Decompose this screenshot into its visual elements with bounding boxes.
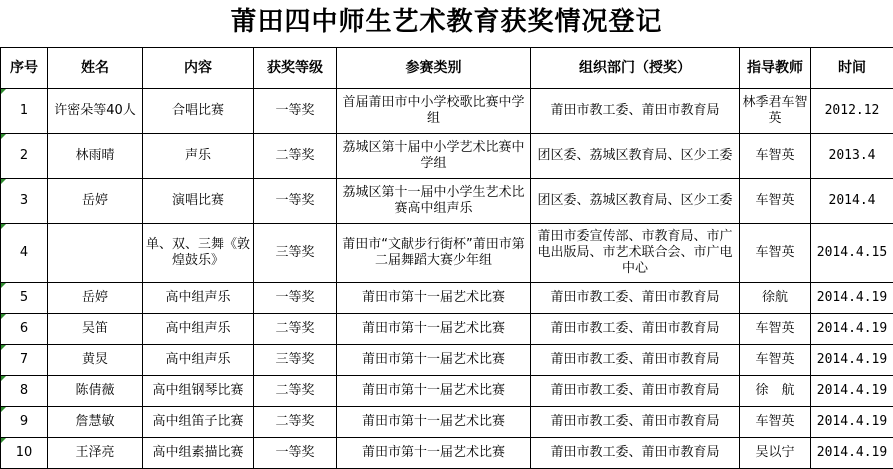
cell-no[interactable]: 5: [1, 283, 48, 314]
cell-teacher[interactable]: 车智英: [740, 314, 811, 345]
table-row: [1, 407, 893, 438]
cell-name[interactable]: 詹慧敏: [48, 407, 143, 438]
cell-category[interactable]: 莆田市第十一届艺术比赛: [337, 376, 531, 407]
cell-content[interactable]: 高中组声乐: [143, 314, 254, 345]
cell-content[interactable]: 高中组素描比赛: [143, 438, 254, 469]
table-row: [1, 224, 893, 283]
cell-org[interactable]: 团区委、荔城区教育局、区少工委: [531, 179, 740, 224]
cell-no[interactable]: 6: [1, 314, 48, 345]
cell-teacher[interactable]: 车智英: [740, 407, 811, 438]
cell-name[interactable]: 岳婷: [48, 179, 143, 224]
cell-teacher[interactable]: 车智英: [740, 345, 811, 376]
header-row: [1, 48, 893, 89]
table-row: [1, 283, 893, 314]
table-row: [1, 314, 893, 345]
cell-org[interactable]: 莆田市教工委、莆田市教育局: [531, 407, 740, 438]
cell-award[interactable]: 一等奖: [254, 283, 337, 314]
cell-time[interactable]: 2014.4.15: [811, 224, 893, 283]
cell-org[interactable]: 莆田市教工委、莆田市教育局: [531, 283, 740, 314]
cell-award[interactable]: 二等奖: [254, 376, 337, 407]
cell-org[interactable]: 莆田市委宣传部、市教育局、市广电出版局、市艺术联合会、市广电中心: [531, 224, 740, 283]
cell-award[interactable]: 一等奖: [254, 179, 337, 224]
cell-category[interactable]: 荔城区第十届中小学艺术比赛中学组: [337, 134, 531, 179]
cell-no[interactable]: 10: [1, 438, 48, 469]
cell-time[interactable]: 2012.12: [811, 89, 893, 134]
cell-no[interactable]: 2: [1, 134, 48, 179]
cell-content[interactable]: 高中组钢琴比赛: [143, 376, 254, 407]
cell-award[interactable]: 二等奖: [254, 407, 337, 438]
cell-category[interactable]: 莆田市第十一届艺术比赛: [337, 283, 531, 314]
cell-no[interactable]: 9: [1, 407, 48, 438]
cell-category[interactable]: 莆田市第十一届艺术比赛: [337, 314, 531, 345]
cell-no[interactable]: 1: [1, 89, 48, 134]
cell-org[interactable]: 团区委、荔城区教育局、区少工委: [531, 134, 740, 179]
cell-content[interactable]: 合唱比赛: [143, 89, 254, 134]
cell-no[interactable]: 7: [1, 345, 48, 376]
cell-teacher[interactable]: 吴以宁: [740, 438, 811, 469]
cell-category[interactable]: 荔城区第十一届中小学生艺术比赛高中组声乐: [337, 179, 531, 224]
cell-org[interactable]: 莆田市教工委、莆田市教育局: [531, 89, 740, 134]
header-category[interactable]: 参赛类别: [337, 48, 531, 89]
cell-time[interactable]: 2014.4.19: [811, 345, 893, 376]
cell-teacher[interactable]: 车智英: [740, 179, 811, 224]
cell-name[interactable]: 许密朵等40人: [48, 89, 143, 134]
cell-teacher[interactable]: 车智英: [740, 224, 811, 283]
cell-content[interactable]: 高中组声乐: [143, 283, 254, 314]
cell-time[interactable]: 2014.4.19: [811, 407, 893, 438]
cell-time[interactable]: 2014.4: [811, 179, 893, 224]
cell-award[interactable]: 二等奖: [254, 314, 337, 345]
cell-category[interactable]: 莆田市第十一届艺术比赛: [337, 407, 531, 438]
cell-time[interactable]: 2013.4: [811, 134, 893, 179]
cell-award[interactable]: 二等奖: [254, 134, 337, 179]
cell-teacher[interactable]: 林季君车智英: [740, 89, 811, 134]
cell-no[interactable]: 4: [1, 224, 48, 283]
cell-time[interactable]: 2014.4.19: [811, 283, 893, 314]
page-title: 莆田四中师生艺术教育获奖情况登记: [0, 0, 893, 44]
cell-teacher[interactable]: 徐 航: [740, 376, 811, 407]
cell-award[interactable]: 三等奖: [254, 224, 337, 283]
cell-content[interactable]: 单、双、三舞《敦煌鼓乐》: [143, 224, 254, 283]
table-row: [1, 179, 893, 224]
cell-category[interactable]: 莆田市“文献步行街杯”莆田市第二届舞蹈大赛少年组: [337, 224, 531, 283]
header-content[interactable]: 内容: [143, 48, 254, 89]
header-teacher[interactable]: 指导教师: [740, 48, 811, 89]
cell-category[interactable]: 莆田市第十一届艺术比赛: [337, 345, 531, 376]
cell-teacher[interactable]: 车智英: [740, 134, 811, 179]
cell-no[interactable]: 8: [1, 376, 48, 407]
table-row: [1, 438, 893, 469]
cell-org[interactable]: 莆田市教工委、莆田市教育局: [531, 345, 740, 376]
cell-org[interactable]: 莆田市教工委、莆田市教育局: [531, 438, 740, 469]
cell-name[interactable]: 林雨晴: [48, 134, 143, 179]
cell-award[interactable]: 一等奖: [254, 89, 337, 134]
cell-name[interactable]: 岳婷: [48, 283, 143, 314]
table-row: [1, 376, 893, 407]
cell-award[interactable]: 三等奖: [254, 345, 337, 376]
cell-content[interactable]: 演唱比赛: [143, 179, 254, 224]
cell-name[interactable]: 王泽亮: [48, 438, 143, 469]
cell-time[interactable]: 2014.4.19: [811, 438, 893, 469]
cell-org[interactable]: 莆田市教工委、莆田市教育局: [531, 376, 740, 407]
cell-org[interactable]: 莆田市教工委、莆田市教育局: [531, 314, 740, 345]
cell-name[interactable]: [48, 224, 143, 283]
cell-time[interactable]: 2014.4.19: [811, 314, 893, 345]
cell-no[interactable]: 3: [1, 179, 48, 224]
cell-award[interactable]: 一等奖: [254, 438, 337, 469]
cell-category[interactable]: 莆田市第十一届艺术比赛: [337, 438, 531, 469]
header-name[interactable]: 姓名: [48, 48, 143, 89]
award-table: [0, 47, 893, 469]
cell-content[interactable]: 声乐: [143, 134, 254, 179]
cell-content[interactable]: 高中组声乐: [143, 345, 254, 376]
cell-time[interactable]: 2014.4.19: [811, 376, 893, 407]
cell-name[interactable]: 黄炅: [48, 345, 143, 376]
cell-teacher[interactable]: 徐航: [740, 283, 811, 314]
table-row: [1, 134, 893, 179]
cell-content[interactable]: 高中组笛子比赛: [143, 407, 254, 438]
cell-name[interactable]: 吴笛: [48, 314, 143, 345]
header-award[interactable]: 获奖等级: [254, 48, 337, 89]
header-no[interactable]: 序号: [1, 48, 48, 89]
cell-category[interactable]: 首届莆田市中小学校歌比赛中学组: [337, 89, 531, 134]
cell-name[interactable]: 陈倩薇: [48, 376, 143, 407]
table-row: [1, 89, 893, 134]
header-time[interactable]: 时间: [811, 48, 893, 89]
table-row: [1, 345, 893, 376]
header-org[interactable]: 组织部门（授奖）: [531, 48, 740, 89]
